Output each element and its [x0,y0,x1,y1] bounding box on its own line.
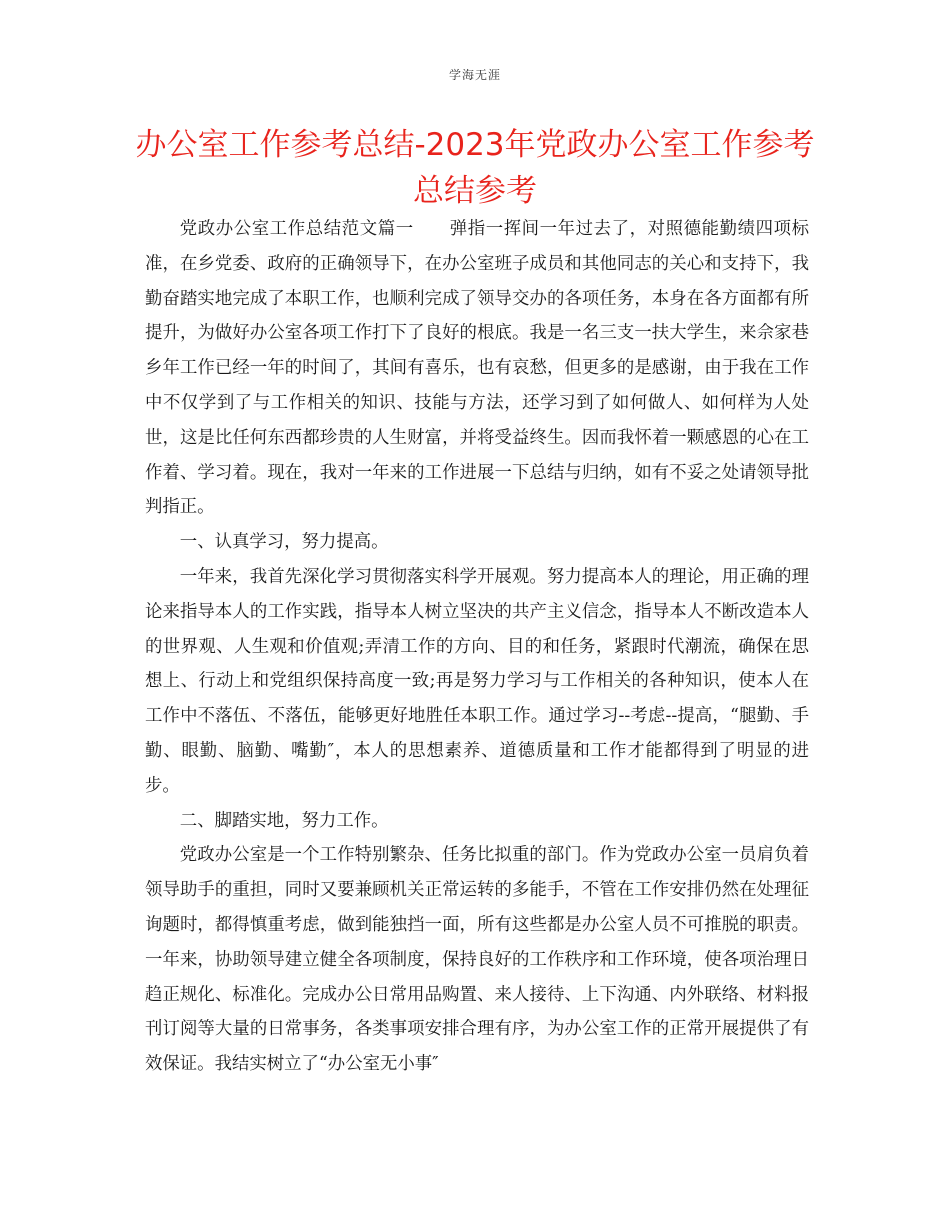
section-heading-work: 二、脚踏实地，努力工作。 [179,810,389,831]
document-body [145,212,809,1082]
page-header-mark: 学海无涯 [448,68,501,82]
document-title: 办公室工作参考总结-2023年党政办公室工作参考总结参考 [135,127,815,209]
paragraph-work: 党政办公室是一个工作特别繁杂、任务比拟重的部门。作为党政办公室一员肩负着领导助手的重担，同时又要兼顾机关正常运转的多能手，不管在工作安排仍然在处理征询题时，都得慎重考虑，做到能独挡一面，所有这些都是办公室人员不可推脱的职责。一年来，协助领导建立健全各项制度，保持良好的工作秩序和工作环境，使各项治理日趋正规化、标准化。完成办公日常用品购置、来人接待、上下沟通、内外联络、材料报刊订阅等大量的日常事务，各类事项安排合理有序，为办公室工作的正常开展提供了有效保证。我结实树立了“办公室无小事″ [145,845,809,1075]
paragraph-study: 一年来，我首先深化学习贯彻落实科学开展观。努力提高本人的理论，用正确的理论来指导本人的工作实践，指导本人树立坚决的共产主义信念，指导本人不断改造本人的世界观、人生观和价值观;弄清工作的方向、目的和任务，紧跟时代潮流，确保在思想上、行动上和党组织保持高度一致;再是努力学习与工作相关的各种知识，使本人在工作中不落伍、不落伍，能够更好地胜任本职工作。通过学习--考虑--提高，“腿勤、手勤、眼勤、脑勤、嘴勤″，本人的思想素养、道德质量和工作才能都得到了明显的进步。 [145,566,809,796]
paragraph-intro: 党政办公室工作总结范文篇一 弹指一挥间一年过去了，对照德能勤绩四项标准，在乡党委、政府的正确领导下，在办公室班子成员和其他同志的关心和支持下，我勤奋踏实地完成了本职工作，也顺利完成了领导交办的各项任务，本身在各方面都有所提升，为做好办公室各项工作打下了良好的根底。我是一名三支一扶大学生，来佘家巷乡年工作已经一年的时间了，其间有喜乐，也有哀愁，但更多的是感谢，由于我在工作中不仅学到了与工作相关的知识、技能与方法，还学习到了如何做人、如何样为人处世，这是比任何东西都珍贵的人生财富，并将受益终生。因而我怀着一颗感恩的心在工作着、学习着。现在，我对一年来的工作进展一下总结与归纳，如有不妥之处请领导批判指正。 [145,219,809,518]
section-heading-study: 一、认真学习，努力提高。 [179,532,389,553]
